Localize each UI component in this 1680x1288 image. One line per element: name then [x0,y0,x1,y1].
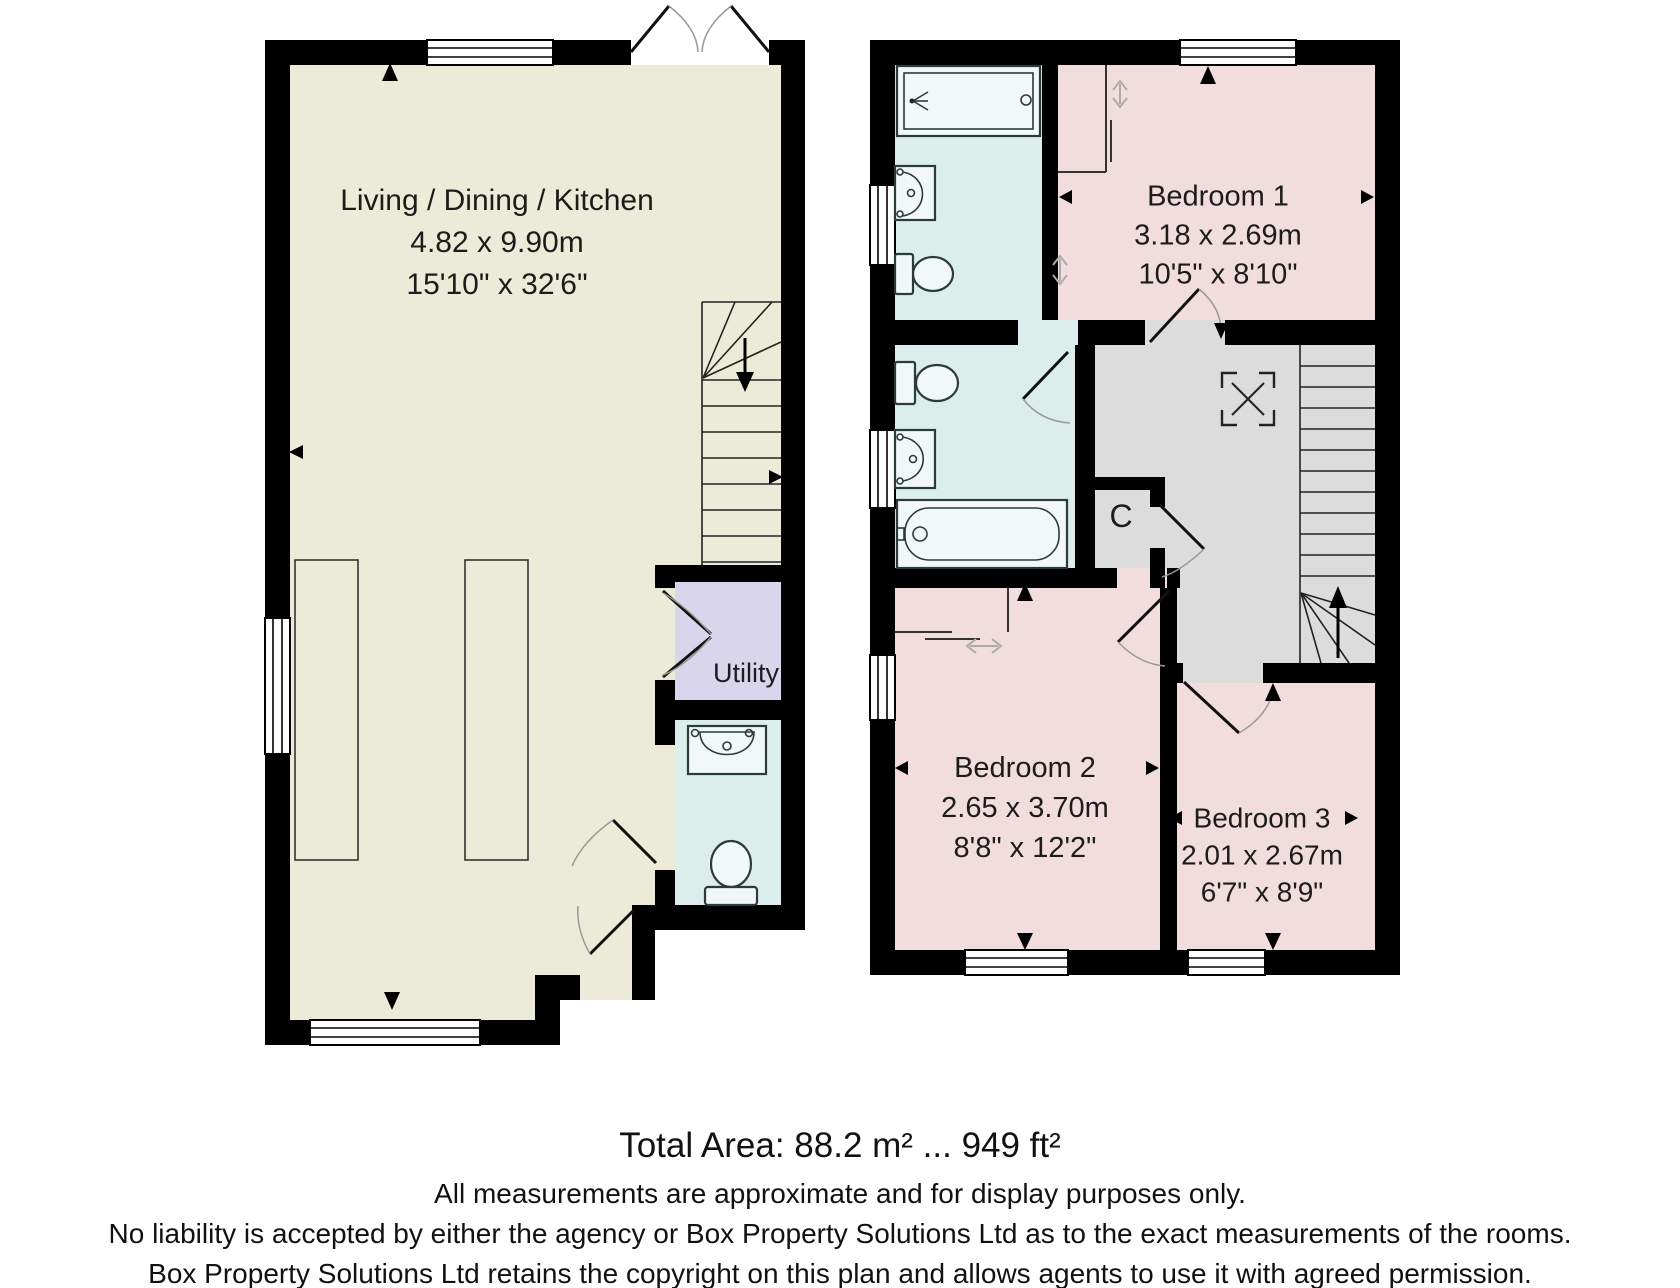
room-dims-metric: 2.65 x 3.70m [941,792,1109,824]
window [965,950,1068,975]
living-room-label [340,180,654,306]
window [1188,950,1265,975]
disclaimer-line-1: All measurements are approximate and for display purposes only. [434,1178,1246,1209]
room-dims-imperial: 8'8" x 12'2" [953,832,1097,864]
bathroom-door-gap [1018,320,1078,345]
shower-tray-icon [897,66,1040,136]
room-dims-imperial: 15'10" x 32'6" [406,268,588,301]
window [1180,40,1296,65]
disclaimer-line-2: No liability is accepted by either the agency or Box Property Solutions Ltd as to the exact measurements of the rooms. [108,1218,1572,1249]
living-room-floor-lower [290,565,655,975]
room-name: C [1109,498,1133,534]
window [870,655,895,720]
window [310,1020,480,1045]
utility-door-gap [655,588,675,680]
window [870,185,895,265]
bathtub-icon [897,500,1067,568]
room-name: Utility [713,658,779,688]
room-name: Bedroom 2 [954,752,1096,784]
window [427,40,553,65]
french-doors-icon [631,6,769,52]
ground-floor-plan [265,6,805,1045]
total-area-text: Total Area: 88.2 m² ... 949 ft² [619,1126,1061,1165]
disclaimer-line-3: Box Property Solutions Ltd retains the copyright on this plan and allows agents to use it with agreed permission. [148,1258,1532,1288]
sink-icon [895,166,935,220]
room-dims-imperial: 6'7" x 8'9" [1200,876,1324,908]
toilet-icon [895,362,958,404]
wc-door-gap [655,745,675,870]
room-dims-metric: 4.82 x 9.90m [410,226,584,259]
living-room-floor [290,65,781,565]
sink-icon [895,430,935,488]
room-dims-metric: 3.18 x 2.69m [1134,219,1302,252]
utility-label [713,653,779,693]
window [870,430,895,508]
bedroom3-door-gap [1183,663,1263,683]
toilet-icon [895,254,953,294]
cupboard-label [1109,496,1132,536]
room-name: Bedroom 3 [1193,802,1331,834]
room-name: Bedroom 1 [1147,180,1289,213]
bedroom3-label [1181,800,1343,911]
window [265,618,290,754]
room-dims-imperial: 10'5" x 8'10" [1138,258,1298,291]
room-dims-metric: 2.01 x 2.67m [1181,839,1343,871]
room-name: Living / Dining / Kitchen [340,184,654,217]
landing-floor-lower [1160,568,1300,663]
bedroom1-label [1134,178,1302,295]
bedroom2-label [941,748,1109,868]
living-room-floor-bottom [290,975,535,1020]
sink-icon [688,726,766,774]
entrance-threshold [580,975,632,1000]
